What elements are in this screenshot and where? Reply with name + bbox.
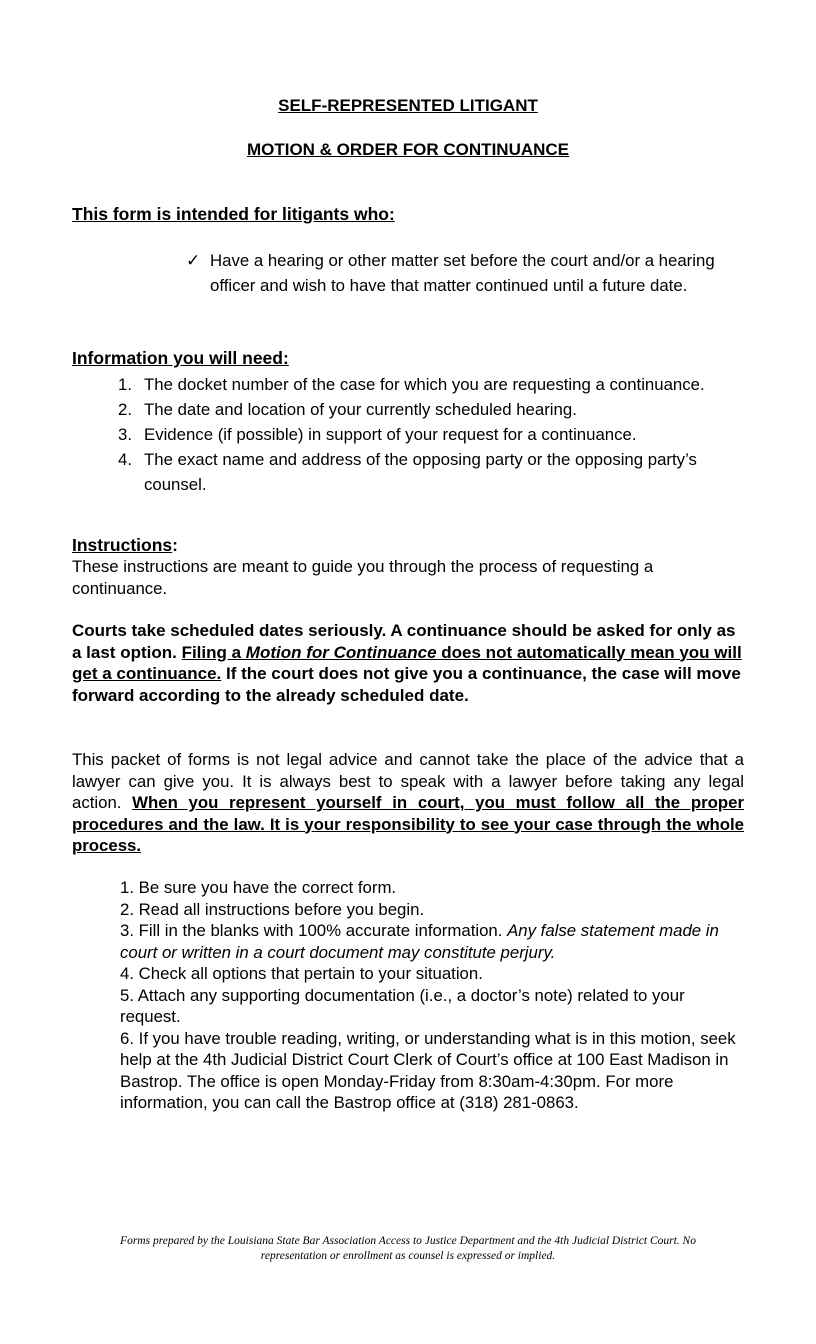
need-item-text: The docket number of the case for which you are requesting a continuance. — [144, 375, 705, 394]
step-italic-text: Any false statement made in court or written in a court document may constitute perjury. — [120, 921, 719, 962]
step-item — [120, 985, 740, 1028]
need-item-number: 2. — [118, 400, 132, 419]
need-item-number: 1. — [118, 375, 132, 394]
need-item-text: The exact name and address of the opposing party or the opposing party’s counsel. — [144, 450, 697, 494]
step-text: 5. Attach any supporting documentation (i.e., a doctor’s note) related to your request. — [120, 985, 685, 1026]
step-text: 3. Fill in the blanks with 100% accurate information. — [120, 921, 508, 940]
step-text: 2. Read all instructions before you begin. — [120, 899, 425, 919]
instructions-heading — [72, 535, 178, 556]
step-text: 6. If you have trouble reading, writing, or understanding what is in this motion, seek help at the 4th Judicial District Court Clerk of Court’s office at 100 East Madison in Bastrop. The office is open Monday-Friday from 8:30am-4:30pm. For more information, you can call the Bastrop office at (318) 281-0863. — [120, 1028, 736, 1112]
warning-text-2: Filing a — [181, 642, 246, 662]
advice-paragraph — [72, 749, 744, 857]
footer-line-2: representation or enrollment as counsel is expressed or implied. — [260, 1250, 556, 1262]
step-item — [120, 899, 740, 921]
intended-list — [186, 248, 726, 298]
warning-paragraph — [72, 620, 744, 706]
check-icon: ✓ — [186, 251, 201, 270]
footer-note — [60, 1234, 756, 1264]
step-item — [120, 1028, 740, 1114]
warning-text-5: If the court does not give you a continuance, the case will move forward according to the already scheduled date. — [72, 664, 741, 705]
need-item-text: Evidence (if possible) in support of your request for a continuance. — [144, 425, 637, 444]
warning-motion-title: Motion for Continuance — [245, 642, 437, 662]
footer-line-1: Forms prepared by the Louisiana State Bar Association Access to Justice Department and the 4th Judicial District Court. No — [120, 1235, 696, 1247]
document-subtitle: MOTION & ORDER FOR CONTINUANCE — [246, 140, 570, 159]
intended-item-text: Have a hearing or other matter set before the court and/or a hearing officer and wish to have that matter continued until a future date. — [210, 251, 715, 295]
step-item — [120, 877, 740, 899]
need-item-number: 4. — [118, 450, 132, 469]
intended-heading: This form is intended for litigants who: — [72, 204, 395, 224]
need-item — [118, 447, 718, 497]
need-item — [118, 397, 718, 422]
instructions-heading-colon: : — [172, 535, 178, 555]
need-item — [118, 372, 718, 397]
warning-text-4: does not automatically mean you will get a continuance. — [72, 642, 742, 683]
instructions-intro: These instructions are meant to guide you through the process of requesting a continuance. — [72, 557, 654, 598]
step-text: 4. Check all options that pertain to your situation. — [120, 964, 483, 983]
steps-list — [120, 877, 740, 1114]
advice-emphasis: When you represent yourself in court, you must follow all the proper procedures and the law. It is your responsibility to see your case through the whole process. — [72, 793, 744, 855]
need-item — [118, 422, 718, 447]
step-text: 1. Be sure you have the correct form. — [120, 878, 397, 897]
step-item — [120, 920, 740, 963]
need-list — [118, 372, 718, 497]
intended-item — [186, 248, 726, 298]
step-item — [120, 963, 740, 985]
advice-text-1: This packet of forms is not legal advice and cannot take the place of the advice that a lawyer can give you. It is always best to speak with a lawyer before taking any legal action. — [72, 750, 744, 812]
warning-text-1: Courts take scheduled dates seriously. A continuance should be asked for only as a last option. — [72, 621, 736, 662]
need-item-text: The date and location of your currently scheduled hearing. — [144, 400, 577, 419]
document-title: SELF-REPRESENTED LITIGANT — [278, 96, 538, 115]
need-heading: Information you will need: — [72, 348, 289, 368]
need-item-number: 3. — [118, 425, 132, 444]
instructions-heading-label: Instructions — [72, 535, 173, 555]
